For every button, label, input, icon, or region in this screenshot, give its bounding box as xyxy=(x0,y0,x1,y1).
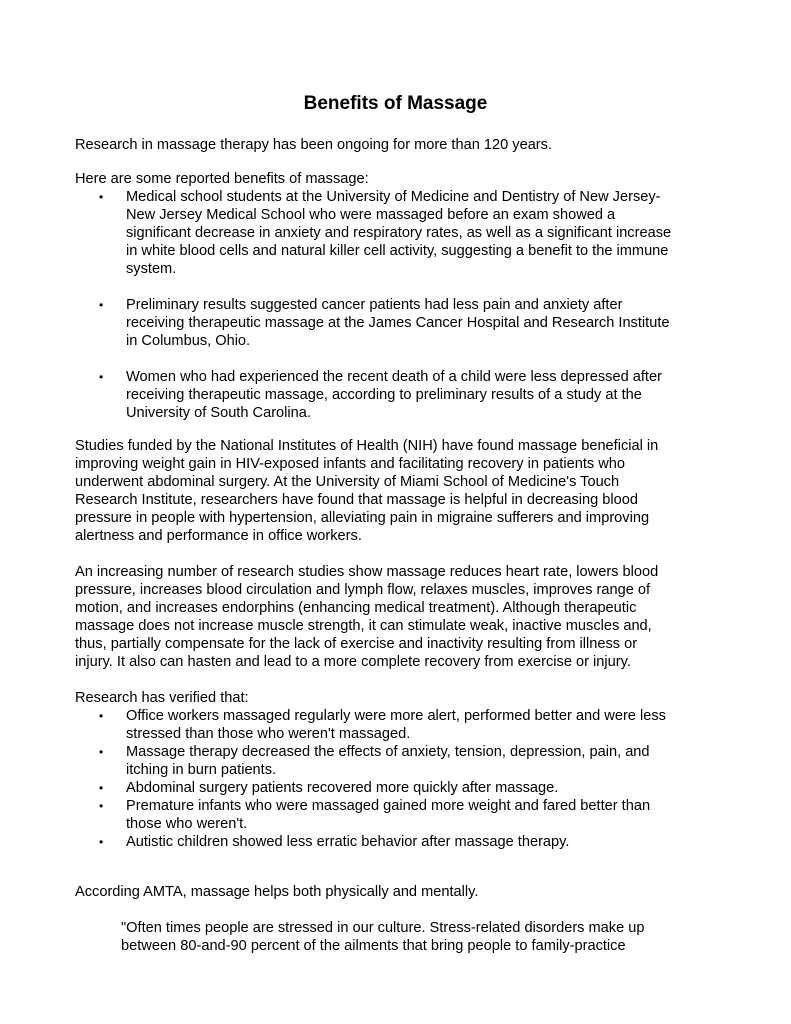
list-item-line: Preliminary results suggested cancer patients had less pain and anxiety after xyxy=(126,297,623,313)
list-item xyxy=(75,707,715,743)
paragraph-line: Research Institute, researchers have found that massage is helpful in decreasing blood xyxy=(75,492,638,508)
paragraph-line: underwent abdominal surgery. At the University of Miami School of Medicine's Touch xyxy=(75,474,620,490)
list-item-line: receiving therapeutic massage, according to preliminary results of a study at the xyxy=(126,387,642,403)
paragraph-line: pressure, increases blood circulation and lymph flow, relaxes muscles, improves range of xyxy=(75,582,651,598)
bullet-icon: • xyxy=(99,799,104,813)
verified-heading: Research has verified that: xyxy=(75,690,249,706)
amta-paragraph: According AMTA, massage helps both physically and mentally. xyxy=(75,884,479,900)
list-item-line: significant decrease in anxiety and respiratory rates, as well as a significant increase xyxy=(126,225,672,241)
list-item-line: Premature infants who were massaged gained more weight and fared better than xyxy=(126,798,651,814)
intro-paragraph: Research in massage therapy has been ongoing for more than 120 years. xyxy=(75,137,553,153)
list-item-line: Massage therapy decreased the effects of anxiety, tension, depression, pain, and xyxy=(126,744,650,760)
paragraph-line: improving weight gain in HIV-exposed infants and facilitating recovery in patients who xyxy=(75,456,626,472)
list-item-line: Office workers massaged regularly were more alert, performed better and were less xyxy=(126,708,666,724)
quote-block xyxy=(121,919,721,955)
list-item-line: stressed than those who weren't massaged. xyxy=(126,726,411,742)
paragraph-line: alertness and performance in office workers. xyxy=(75,528,362,544)
nih-paragraph xyxy=(75,437,715,545)
benefits-heading: Here are some reported benefits of massage: xyxy=(75,171,369,187)
list-item-line: those who weren't. xyxy=(126,816,248,832)
bullet-icon: • xyxy=(99,781,104,795)
paragraph-line: An increasing number of research studies show massage reduces heart rate, lowers blood xyxy=(75,564,659,580)
list-item-line: Autistic children showed less erratic behavior after massage therapy. xyxy=(126,834,570,850)
page-title: Benefits of Massage xyxy=(303,93,488,114)
list-item xyxy=(75,797,715,833)
paragraph-line: thus, partially compensate for the lack of exercise and inactivity resulting from illness or xyxy=(75,636,638,652)
list-item-line: Abdominal surgery patients recovered more quickly after massage. xyxy=(126,780,559,796)
benefits-list xyxy=(75,188,715,422)
paragraph-line: injury. It also can hasten and lead to a more complete recovery from exercise or injury. xyxy=(75,654,631,670)
list-item-line: Medical school students at the University of Medicine and Dentistry of New Jersey- xyxy=(126,189,661,205)
list-item xyxy=(75,779,715,797)
paragraph-line: pressure in people with hypertension, alleviating pain in migraine sufferers and improving xyxy=(75,510,650,526)
bullet-icon: • xyxy=(99,370,104,384)
list-item-line: University of South Carolina. xyxy=(126,405,311,421)
paragraph-line: Studies funded by the National Institutes of Health (NIH) have found massage beneficial in xyxy=(75,438,659,454)
list-item-line: system. xyxy=(126,261,177,277)
list-item xyxy=(75,368,715,422)
quote-line: between 80-and-90 percent of the ailments that bring people to family-practice xyxy=(121,938,626,954)
list-item xyxy=(75,188,715,278)
list-item xyxy=(75,743,715,779)
bullet-icon: • xyxy=(99,298,104,312)
list-item-line: Women who had experienced the recent death of a child were less depressed after xyxy=(126,369,662,385)
studies-paragraph xyxy=(75,563,715,671)
list-item-line: in white blood cells and natural killer cell activity, suggesting a benefit to the immune xyxy=(126,243,669,259)
list-item-line: itching in burn patients. xyxy=(126,762,277,778)
quote-line: "Often times people are stressed in our culture. Stress-related disorders make up xyxy=(121,920,645,936)
list-item xyxy=(75,296,715,350)
paragraph-line: massage does not increase muscle strength, it can stimulate weak, inactive muscles and, xyxy=(75,618,652,634)
paragraph-line: motion, and increases endorphins (enhancing medical treatment). Although therapeutic xyxy=(75,600,637,616)
bullet-icon: • xyxy=(99,835,104,849)
verified-list xyxy=(75,707,715,851)
list-item-line: in Columbus, Ohio. xyxy=(126,333,251,349)
bullet-icon: • xyxy=(99,709,104,723)
bullet-icon: • xyxy=(99,190,104,204)
bullet-icon: • xyxy=(99,745,104,759)
list-item-line: receiving therapeutic massage at the James Cancer Hospital and Research Institute xyxy=(126,315,670,331)
list-item xyxy=(75,833,715,851)
list-item-line: New Jersey Medical School who were massaged before an exam showed a xyxy=(126,207,616,223)
